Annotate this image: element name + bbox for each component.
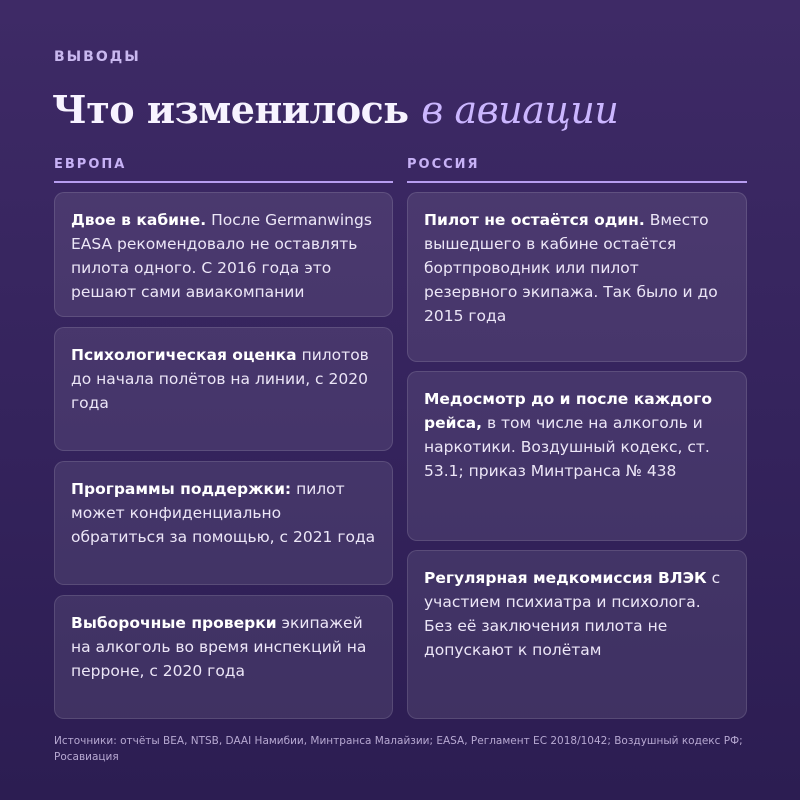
sources-footnote: Источники: отчёты BEA, NTSB, DAAI Намибии, Минтранса Малайзии; EASA, Регламент ЕС 2018/1042; Воздушный кодекс РФ; Росавиация [54,735,743,763]
column-heading-europe: ЕВРОПА [54,157,127,172]
card-text: экипажей на алкоголь во время инспекций на перроне, с 2020 года [71,614,367,680]
card-heading: Пилот не остаётся один. [424,211,645,229]
title-main: Что изменилось [52,87,409,132]
kicker-label: ВЫВОДЫ [54,49,141,65]
page-title [52,87,618,132]
card-europe-3 [54,461,393,585]
title-accent: в авиации [421,88,619,132]
card-text: с участием психиатра и психолога. Без её заключения пилота не допускают к полётам [424,569,721,659]
card-heading: Выборочные проверки [71,614,277,632]
card-europe-1 [54,192,393,317]
card-heading: Психологическая оценка [71,346,297,364]
card-text: пилот может конфиденциально обратиться за помощью, с 2021 года [71,480,376,546]
column-divider-russia [407,181,747,183]
card-text: Вместо вышедшего в кабине остаётся бортпроводник или пилот резервного экипажа. Так было и до 2015 года [424,211,718,325]
card-text: в том числе на алкоголь и наркотики. Воздушный кодекс, ст. 53.1; приказ Минтранса № 438 [424,414,710,480]
card-heading: Регулярная медкомиссия ВЛЭК [424,569,707,587]
card-heading: Программы поддержки: [71,480,292,498]
column-heading-russia: РОССИЯ [407,157,480,172]
card-russia-2 [407,371,747,541]
card-text: После Germanwings EASA рекомендовало не оставлять пилота одного. С 2016 года это решают сами авиакомпании [71,211,372,301]
column-divider-europe [54,181,393,183]
card-russia-3 [407,550,747,719]
card-europe-2 [54,327,393,451]
card-heading: Двое в кабине. [71,211,207,229]
card-text: пилотов до начала полётов на линии, с 2020 года [71,346,369,412]
card-europe-4 [54,595,393,719]
card-russia-1 [407,192,747,362]
card-heading: Медосмотр до и после каждого рейса, [424,390,713,432]
